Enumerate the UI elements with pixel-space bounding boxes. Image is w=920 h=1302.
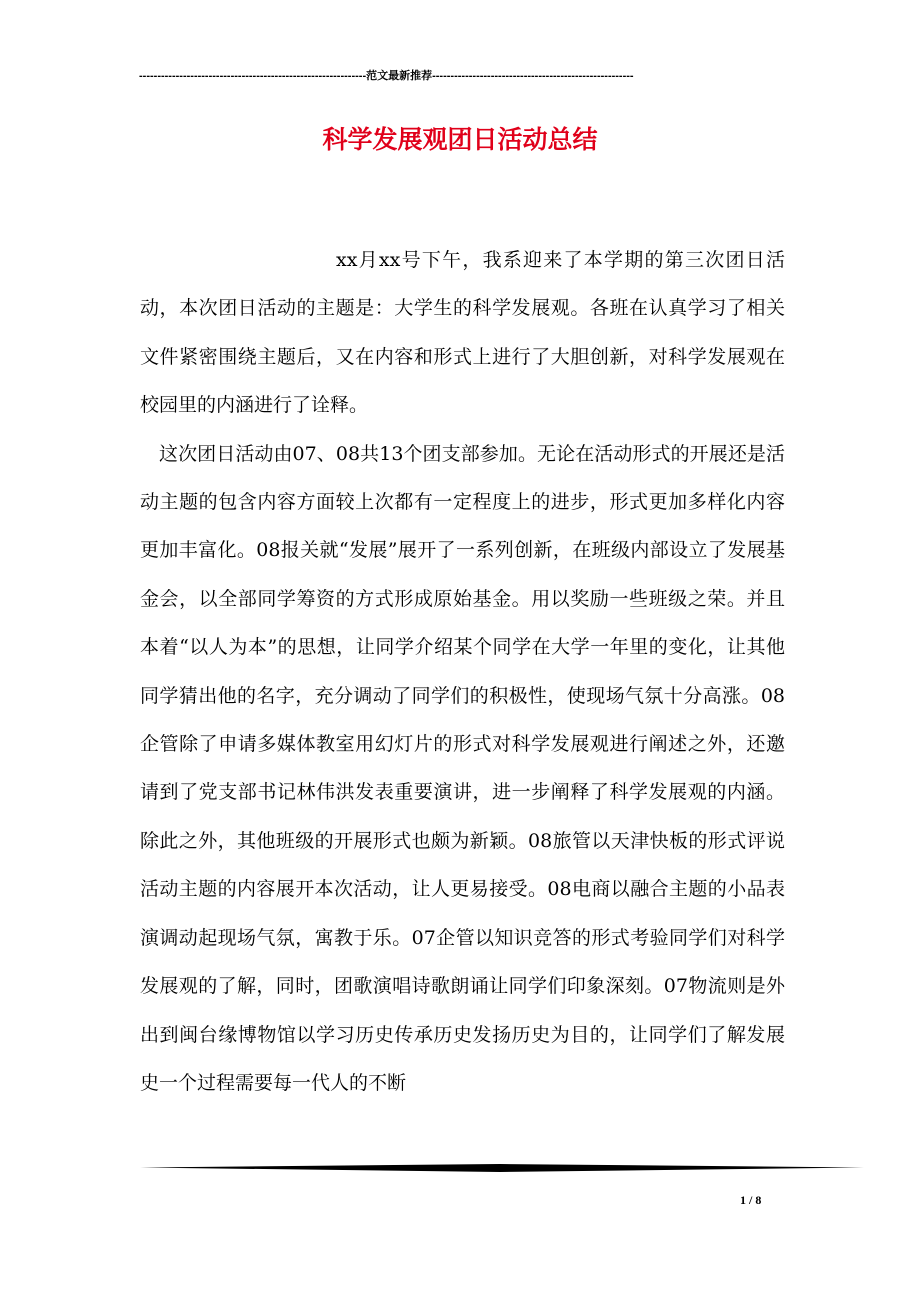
footer-divider-shape [140,1164,864,1172]
paragraph-2: 这次团日活动由07、08共13个团支部参加。无论在活动形式的开展还是活动主题的包含内容方面较上次都有一定程度上的进步，形式更加多样化内容更加丰富化。08报关就“发展”展开了一系列创新，在班级内部设立了发展基金会，以全部同学筹资的方式形成原始基金。用以奖励一些班级之荣。并且本着“以人为本”的思想，让同学介绍某个同学在大学一年里的变化，让其他同学猜出他的名字，充分调动了同学们的积极性，使现场气氛十分高涨。08企管除了申请多媒体教室用幻灯片的形式对科学发展观进行阐述之外，还邀请到了党支部书记林伟洪发表重要演讲，进一步阐释了科学发展观的内涵。除此之外，其他班级的开展形式也颇为新颖。08旅管以天津快板的形式评说活动主题的内容展开本次活动，让人更易接受。08电商以融合主题的小品表演调动起现场气氛，寓教于乐。07企管以知识竞答的形式考验同学们对科学发展观的了解，同时，团歌演唱诗歌朗诵让同学们印象深刻。07物流则是外出到闽台缘博物馆以学习历史传承历史发扬历史为目的，让同学们了解发展史一个过程需要每一代人的不断 [140,442,785,1094]
paragraph-1: xx月xx号下午，我系迎来了本学期的第三次团日活动，本次团日活动的主题是：大学生的科学发展观。各班在认真学习了相关文件紧密围绕主题后，又在内容和形式上进行了大胆创新，对科学发展观在校园里的内涵进行了诠释。 [140,249,785,417]
footer-divider [140,1164,864,1172]
document-title: 科学发展观团日活动总结 [322,125,598,154]
document-body [140,236,785,1107]
page-header-banner: --------------------------------------------------------------范文最新推荐------------------------------------------------------- [139,70,634,82]
page-number: 1 / 8 [740,1193,762,1207]
